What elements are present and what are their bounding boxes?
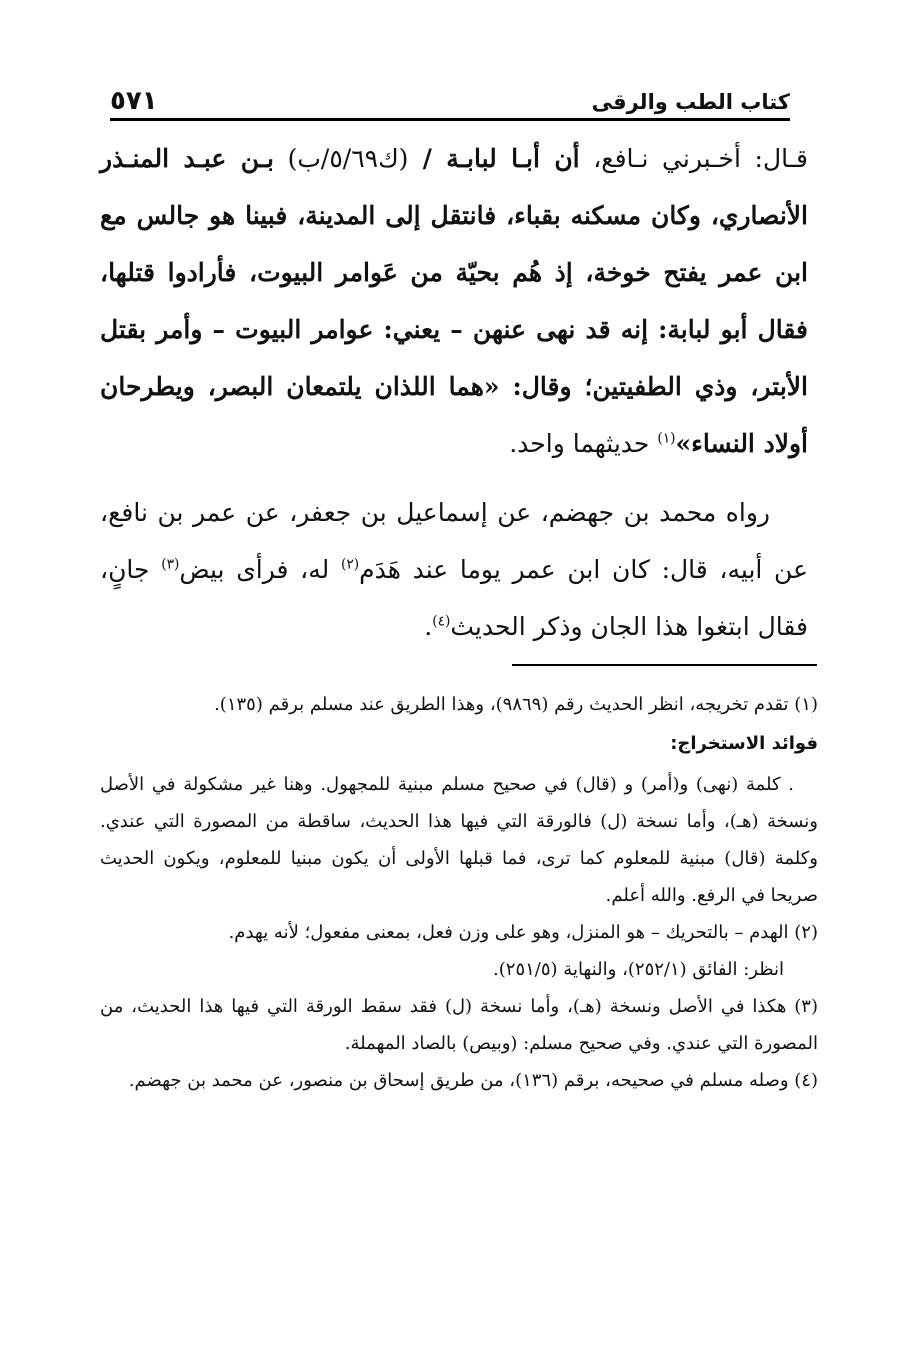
riwaya-paragraph [100,484,808,655]
footnote-ref-3: (٣) [161,556,180,573]
narrator-intro: قـال: أخـبرني نـافع، [579,144,808,173]
hadith-paragraph [100,130,808,472]
footnote-4: (٤) وصله مسلم في صحيحه، برقم (١٣٦)، من طريق إسحاق بن منصور، عن محمد بن جهضم. [128,1070,818,1091]
footnote-2: (٢) الهدم – بالتحريك – هو المنزل، وهو على وزن فعل، بمعنى مفعول؛ لأنه يهدم. [228,922,818,943]
footnotes [100,686,818,1099]
prophet-quote: «هما اللذان يلتمعان البصر، ويطرحان أولاد النساء» [100,372,808,458]
riwaya-text-1: رواه محمد بن جهضم، عن إسماعيل بن جعفر، عن عمر بن نافع، عن أبيه، قال: كان ابن عمر يوما عند هَدَم [100,498,809,584]
running-header [110,70,790,114]
footnote-ref-4: (٤) [432,613,451,630]
footnote-ref-1: (١) [657,430,676,447]
header-rule [110,118,790,121]
benefits-text: . كلمة (نهى) و(أمر) و (قال) في صحيح مسلم مبنية للمجهول. وهنا غير مشكولة في الأصل ونسخة (هـ)، وأما نسخة (ل) فالورقة التي فيها هذا الحديث، ساقطة من المصورة التي عندي. وكلمة (قال) مبنية للمعلوم كما ترى، فما قبلها الأولى أن يكون مبنيا للمعلوم، ويكون الحديث صريحا في الرفع. والله أعلم. [100,774,819,906]
isnad-bold: أن أبـا لبابـة / [408,144,580,173]
footnote-3: (٣) هكذا في الأصل ونسخة (هـ)، وأما نسخة (ل) فقد سقط الورقة التي فيها هذا الحديث، من المصورة التي عندي. وفي صحيح مسلم: (وبيص) بالصاد المهملة. [100,996,818,1054]
footnote-separator [512,664,817,666]
main-text [100,130,808,655]
matn-bold: بـن عبـد المنـذر الأنصاري، وكان مسكنه بقباء، فانتقل إلى المدينة، فبينا هو جالس مع ابن عمر يفتح خوخة، إذ هُم بحيّة من عَوامر البيوت، فأرادوا قتلها، فقال أبو لبابة: إنه قد نهى عنهن – يعني: عوامر البيوت – وأمر بقتل الأبتر، وذي الطفيتين؛ وقال: [100,144,808,401]
riwaya-text-3: جانٍ، فقال ابتغوا هذا الجان وذكر الحديث [100,555,808,641]
hadith-remark: حديثهما واحد. [509,429,658,458]
footnote-2-reference: انظر: الفائق (٢٥٢/١)، والنهاية (٢٥١/٥). [493,959,784,980]
footnote-ref-2: (٢) [340,556,360,573]
page-number: ٥٧١ [110,86,158,116]
manuscript-ref: (ك٥/٦٩/ب) [274,144,409,173]
footnote-1: (١) تقدم تخريجه، انظر الحديث رقم (٩٨٦٩)، وهذا الطريق عند مسلم برقم (١٣٥). [214,694,818,715]
riwaya-end: . [424,612,433,641]
riwaya-text-2: له، فرأى بيض [179,555,341,584]
book-title: كتاب الطب والرقى [591,90,790,114]
benefits-heading: فوائد الاستخراج: [670,733,818,754]
